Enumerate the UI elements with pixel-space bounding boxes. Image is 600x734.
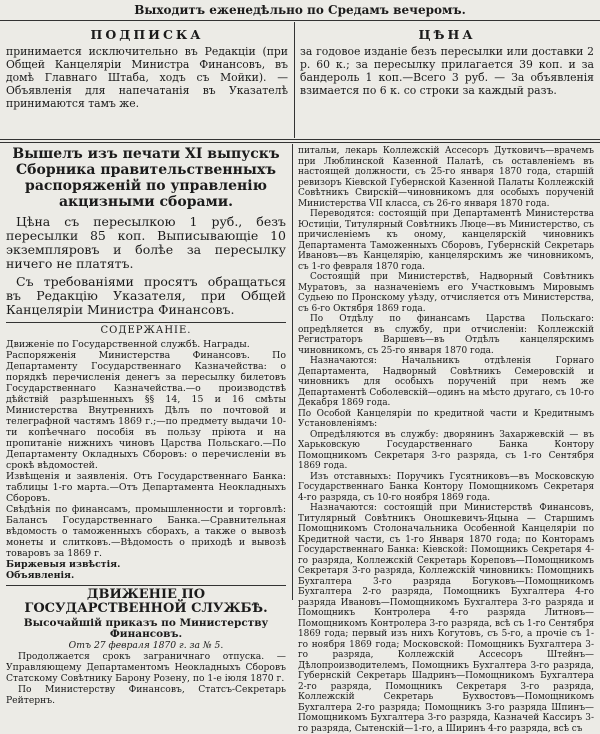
announcement-price: Цѣна съ пересылкою 1 руб., безъ пересылки 85 коп. Выписывающіе 10 экземпляровъ и болѣе за пересылку ничего не платятъ. bbox=[6, 214, 286, 271]
movement-paragraph: Продолжается срокъ заграничнаго отпуска. — Управляющему Департаментомъ Неокладныхъ Сборовъ Статскому Совѣтнику Барону Розену, по 1-е іюля 1870 г. bbox=[6, 651, 286, 684]
right-paragraph: Состоящій при Министерствѣ, Надворный Совѣтникъ Муратовъ, за назначеніемъ его Участковымъ Мировымъ Судьею по Пронскому уѣзду, отчисляется отъ Министерства, съ 6-го Октября 1869 года. bbox=[298, 272, 594, 314]
announcement-headline: Вышелъ изъ печати XI выпускъ Сборника правительственныхъ распоряженій по управленію акцизными сборами. bbox=[12, 146, 280, 210]
movement-title: ДВИЖЕНІЕ ПО ГОСУДАРСТВЕННОЙ СЛУЖБѢ. bbox=[24, 587, 268, 616]
right-subheading: По Особой Канцеляріи по кредитной части и Кредитнымъ Установленіямъ: bbox=[298, 408, 594, 429]
right-paragraph: Переводятся: состоящій при Департаментѣ Министерства Юстиціи, Титулярный Совѣтникъ Люце—въ Министерство, съ причисленіемъ къ оному, канцелярскій чиновникъ Департамента Таможенныхъ Сборовъ, Губернскій Секретарь Ивановъ—въ Канцелярію, канцелярскимъ же чиновникомъ, съ 1-го февраля 1870 года. bbox=[298, 209, 594, 272]
masthead-line: Выходитъ еженедѣльно по Средамъ вечеромъ. bbox=[134, 3, 466, 17]
right-paragraph: питальи, лекарь Коллежскій Ассесоръ Дутковичъ—врачемъ при Люблинской Казенной Палатѣ, съ оставленіемъ въ настоящей должности, съ 25-го января 1870 года, старшій ревизоръ Кіевской Губернской Казенной Палаты Коллежскій Совѣтникъ Свирскій—чиновникомъ для особыхъ порученій Министерства VII класса, съ 26-го января 1870 года. bbox=[298, 146, 594, 209]
right-paragraph: Опредѣляются въ службу: дворянинъ Захаржевскій — въ Харьковскую Государственнаго Банка Контору Помощникомъ Секретаря 3-го разряда, съ 1-го Сентября 1869 года. bbox=[298, 429, 594, 471]
masthead-rule bbox=[0, 20, 600, 21]
column-divider bbox=[292, 144, 293, 600]
top-divider bbox=[294, 22, 295, 138]
price-block bbox=[300, 28, 594, 136]
right-paragraph: Назначаются: состоящій при Министерствѣ Финансовъ, Титулярный Совѣтникъ Оношкевичъ-Яцына — Старшимъ Помощникомъ Столоначальника Особенной Канцеляріи по Кредитной части, съ 1-го Января 1870 года; по Конторамъ Государственнаго Банка: Кіевской: Помощникъ Секретаря 4-го разряда, Коллежскій Секретарь Кореповъ—Помощникомъ Секретаря 3-го разряда, Коллежскій чиновникъ: Помощникъ Бухгалтера 3-го разряда Богуковъ—Помощникомъ Бухгалтера 2-го разряда, Помощникъ Бухгалтера 4-го разряда Ивановъ—Помощникомъ Бухгалтера 3-го разряда и Помощникъ Контролера 4-го разряда Литновъ—Помощникомъ Контролера 3-го разряда, всѣ съ 1-го Сентября 1869 года; первый изъ нихъ Когутовъ, съ 5-го, а прочіе съ 1-го ноября 1869 года; Московской: Помощникъ Бухгалтера 3-го разряда, Коллежскій Ассесоръ Штейнъ—Дѣлопроизводителемъ, Помощникъ Бухгалтера 3-го разряда, Губернскій Секретарь Шадринъ—Помощникомъ Бухгалтера 2-го разряда, Помощникъ Секретаря 3-го разряда, Коллежскій Секретарь Бухвостовъ—Помощникомъ Бухгалтера 2-го разряда; Помощникъ 3-го разряда Шпинъ—Помощникомъ Бухгалтера 3-го разряда, Казначей Кассиръ 3-го разряда, Сытенскій—1-го, а Ширинъ 4-го разряда, всѣ съ bbox=[298, 503, 594, 734]
toc-item: Свѣдѣнія по финансамъ, промышленности и торговлѣ: Балансъ Государственнаго Банка.—Сравнительная вѣдомость о таможенныхъ сборахъ, а также о вывозѣ монеты и слитковъ.—Вѣдомость о приходѣ и вывозѣ товаровъ за 1869 г. bbox=[6, 504, 286, 559]
price-text: за годовое изданіе безъ пересылки или доставки 2 р. 60 к.; за пересылку прилагается 39 коп. и за бандероль 1 коп.—Всего 3 руб. — За объявленія взимается по 6 к. со строки за каждый разъ. bbox=[300, 45, 594, 97]
right-paragraph: Изъ отставныхъ: Поручикъ Гусятниковъ—въ Московскую Государственнаго Банка Контору Помощникомъ Секретаря 4-го разряда, съ 10-го ноября 1869 года. bbox=[298, 471, 594, 503]
right-paragraph: Назначаются: Начальникъ отдѣленія Горнаго Департамента, Надворный Совѣтникъ Семеровскій и чиновникъ для особыхъ порученій при немъ же Департаментѣ Соболевскій—одинъ на мѣсто другаго, съ 10-го Декабря 1869 года. bbox=[298, 356, 594, 408]
right-column bbox=[298, 146, 594, 734]
header-bottom-rule-2 bbox=[0, 142, 600, 143]
toc-item: Объявленія. bbox=[6, 570, 75, 581]
toc-item: Движеніе по Государственной службѣ. Награды. bbox=[6, 339, 250, 350]
order-title: Высочайшій приказъ по Министерству Финансовъ. bbox=[23, 617, 269, 640]
left-column bbox=[6, 146, 286, 706]
order-date: Отъ 27 февраля 1870 г. за № 5. bbox=[68, 640, 224, 651]
section-divider bbox=[6, 585, 286, 586]
right-paragraph: По Отдѣлу по финансамъ Царства Польскаго: опредѣляется въ службу, при отчисленіи: Коллежскій Регистраторъ Варшевъ—въ Отдѣлъ канцелярскимъ чиновникомъ, съ 25-го января 1870 года. bbox=[298, 314, 594, 356]
toc-item: Биржевыя извѣстія. bbox=[6, 559, 121, 570]
subscription-text: принимается исключительно въ Редакціи (при Общей Канцеляріи Министра Финансовъ, въ домѣ Главнаго Штаба, ходъ съ Мойки). — Объявленія для напечатанія въ Указателѣ принимаются тамъ же. bbox=[6, 45, 288, 110]
movement-paragraph: По Министерству Финансовъ, Статсъ-Секретарь Рейтернъ. bbox=[6, 684, 286, 706]
subscription-block bbox=[6, 28, 288, 136]
subscription-title: ПОДПИСКА bbox=[90, 27, 204, 42]
announcement-requests: Съ требованіями просятъ обращаться въ Редакцію Указателя, при Общей Канцеляріи Министра Финансовъ. bbox=[6, 274, 286, 317]
header-bottom-rule bbox=[0, 139, 600, 140]
toc-item: Распоряженія Министерства Финансовъ. По Департаменту Государственнаго Казначейства: о порядкѣ перечисленія денегъ за пересылку билетовъ Государственнаго Казначейства.—о производствѣ дѣйствій разрѣшенныхъ §§ 14, 15 и 16 смѣты Министерства Внутреннихъ Дѣлъ по почтовой и телеграфной частямъ 1869 г.;—по предмету выдачи 10-ти копѣечнаго пособія въ пользу пріюта и на пропитаніе нижнихъ чиновъ Царства Польскаго.—По Департаменту Окладныхъ Сборовъ: о перечисленіи въ срокѣ вѣдомостей. bbox=[6, 350, 286, 471]
toc-item: Извѣщенія и заявленія. Отъ Государственнаго Банка: таблицы 1-го марта.—Отъ Департамента Неокладныхъ Сборовъ. bbox=[6, 471, 286, 504]
section-divider bbox=[6, 322, 286, 323]
contents-title: СОДЕРЖАНІЕ. bbox=[100, 325, 192, 336]
price-title: ЦѢНА bbox=[418, 27, 476, 42]
